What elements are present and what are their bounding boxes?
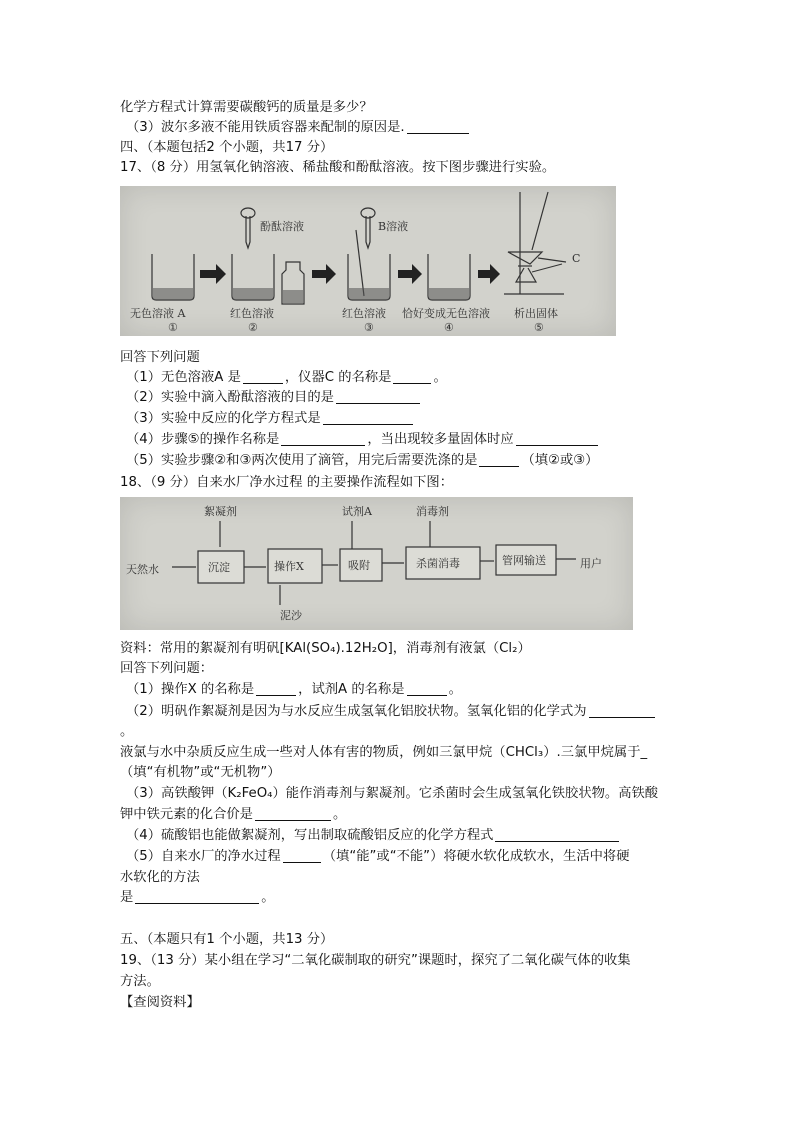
- answer-blank: [323, 410, 413, 425]
- step-number: ①: [168, 321, 178, 334]
- text-line: （填“有机物”或“无机物”）: [120, 765, 281, 780]
- answer-blank: [393, 369, 431, 384]
- flocculant-label: 絮凝剂: [204, 505, 237, 518]
- question-18-3: （3）高铁酸钾（K₂FeO₄）能作消毒剂与絮凝剂。它杀菌时会生成氢氧化铁胶状物。高铁酸: [126, 786, 659, 801]
- section-five-heading: 五、（本题只有1 个小题，共13 分）: [120, 932, 334, 947]
- question-18-1: （1）操作X 的名称是 ，试剂A 的名称是 。: [126, 682, 462, 697]
- question-18-2: （2）明矾作絮凝剂是因为与水反应生成氢氧化铝胶状物。氢氧化铝的化学式为: [126, 702, 686, 721]
- step-number: ②: [248, 321, 258, 334]
- answer-blank: [495, 827, 619, 842]
- reagent-b: B溶液: [378, 220, 409, 233]
- answer-blank: [407, 681, 447, 696]
- text-line: 方法。: [120, 974, 160, 989]
- flow-input: 天然水: [126, 563, 159, 576]
- reagent-a-label: 试剂A: [342, 505, 372, 518]
- step-number: ③: [364, 321, 374, 334]
- disinfectant-label: 消毒剂: [416, 505, 449, 518]
- water-treatment-flowchart: [120, 497, 633, 630]
- answer-blank: [255, 806, 331, 821]
- section-four-heading: 四、（本题包括2 个小题，共17 分）: [120, 140, 334, 155]
- answer-blank: [516, 431, 598, 446]
- chloroform-question: 液氯与水中杂质反应生成一些对人体有害的物质，例如三氯甲烷（CHCl₃）.三氯甲烷属于_: [120, 745, 648, 760]
- step-number: ④: [444, 321, 454, 334]
- question-3-bordeaux: （3）波尔多液不能用铁质容器来配制的原因是.: [126, 118, 686, 137]
- flow-box-label: 管网输送: [502, 554, 546, 567]
- answer-blank: [283, 848, 321, 863]
- answer-prompt: 回答下列问题: [120, 350, 200, 365]
- question-17-2: （2）实验中滴入酚酞溶液的目的是: [126, 388, 686, 407]
- flow-box-label: 吸附: [348, 559, 370, 572]
- answer-blank: [281, 431, 365, 446]
- text-line: 钾中铁元素的化合价是 。: [120, 807, 347, 822]
- step-caption: 无色溶液 A: [130, 307, 186, 320]
- answer-blank: [336, 389, 420, 404]
- flow-box-label: 沉淀: [208, 561, 230, 574]
- flow-box-label: 操作X: [274, 560, 304, 573]
- step-caption: 析出固体: [514, 307, 558, 320]
- question-17-4: （4）步骤⑤的操作名称是 ，当出现较多量固体时应: [126, 430, 686, 449]
- reagent-phenolphthalein: 酚酞溶液: [260, 220, 304, 233]
- text-line: 水软化的方法: [120, 870, 200, 885]
- experiment-figure: [120, 186, 616, 336]
- answer-blank: [407, 119, 469, 134]
- step-caption: 红色溶液: [342, 307, 386, 320]
- text-line: 。: [120, 724, 134, 739]
- step-caption: 红色溶液: [230, 307, 274, 320]
- step-number: ⑤: [534, 321, 544, 334]
- subsection-heading: 【查阅资料】: [120, 995, 200, 1010]
- answer-blank: [135, 889, 259, 904]
- text-line: 化学方程式计算需要碳酸钙的质量是多少？: [120, 100, 373, 115]
- answer-blank: [256, 681, 296, 696]
- question-18-4: （4）硫酸铝也能做絮凝剂，写出制取硫酸铝反应的化学方程式: [126, 826, 686, 845]
- answer-blank: [589, 703, 655, 718]
- question-17-intro: 17、（8 分）用氢氧化钠溶液、稀盐酸和酚酞溶液。按下图步骤进行实验。: [120, 160, 556, 175]
- step-caption: 恰好变成无色溶液: [402, 307, 490, 320]
- answer-prompt: 回答下列问题：: [120, 661, 214, 676]
- reference-material: 资料：常用的絮凝剂有明矾[KAl(SO₄).12H₂O]，消毒剂有液氯（Cl₂）: [120, 641, 531, 656]
- question-17-1: （1）无色溶液A 是 ，仪器C 的名称是 。: [126, 370, 447, 385]
- answer-blank: [243, 369, 283, 384]
- flow-bottom-output: 泥沙: [280, 609, 302, 622]
- question-17-5: （5）实验步骤②和③两次使用了滴管，用完后需要洗涤的是 （填②或③）: [126, 453, 599, 468]
- text-line: 是 。: [120, 890, 275, 905]
- question-18-intro: 18、（9 分）自来水厂净水过程 的主要操作流程如下图：: [120, 475, 454, 490]
- question-18-5: （5）自来水厂的净水过程 （填“能”或“不能”）将硬水软化成软水，生活中将硬: [126, 849, 630, 864]
- answer-blank: [479, 452, 519, 467]
- question-19-intro: 19、（13 分）某小组在学习“二氧化碳制取的研究”课题时，探究了二氧化碳气体的收集: [120, 953, 631, 968]
- flow-output: 用户: [580, 557, 602, 570]
- instrument-c-label: C: [572, 252, 581, 265]
- question-17-3: （3）实验中反应的化学方程式是: [126, 409, 686, 428]
- flow-box-label: 杀菌消毒: [416, 557, 460, 570]
